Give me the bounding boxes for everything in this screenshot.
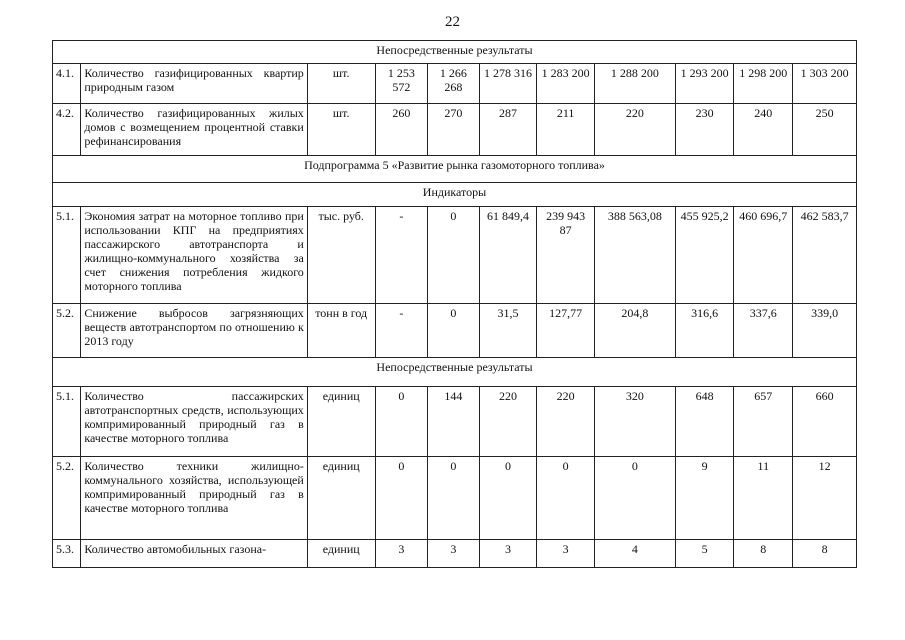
section-row [53, 183, 857, 207]
value-cell: 4 [594, 540, 675, 568]
value-cell: 337,6 [734, 304, 793, 358]
results-table [52, 40, 857, 568]
table-row [53, 304, 857, 358]
value-cell: 3 [428, 540, 480, 568]
value-cell: 240 [734, 104, 793, 156]
value-cell: 1 288 200 [594, 64, 675, 104]
value-cell: 220 [479, 387, 537, 457]
value-cell: 0 [428, 304, 480, 358]
value-cell: 11 [734, 457, 793, 540]
row-name: Снижение выбросов загрязняющих веществ автотранспортом по отношению к 2013 году [81, 304, 308, 358]
value-cell: 0 [594, 457, 675, 540]
row-unit: тонн в год [307, 304, 375, 358]
value-cell: 270 [428, 104, 480, 156]
row-name: Количество автомобильных газона- [81, 540, 308, 568]
table-row [53, 207, 857, 304]
value-cell: 388 563,08 [594, 207, 675, 304]
value-cell: 8 [734, 540, 793, 568]
value-cell: 250 [793, 104, 857, 156]
value-cell: 1 253 572 [375, 64, 428, 104]
value-cell: 320 [594, 387, 675, 457]
row-number: 5.3. [53, 540, 81, 568]
value-cell: 127,77 [537, 304, 595, 358]
value-cell: 3 [537, 540, 595, 568]
value-cell: 0 [375, 387, 428, 457]
value-cell: 144 [428, 387, 480, 457]
row-number: 5.2. [53, 457, 81, 540]
value-cell: 8 [793, 540, 857, 568]
value-cell: - [375, 207, 428, 304]
table-row [53, 540, 857, 568]
page-number: 22 [445, 14, 460, 30]
row-name: Количество газифицированных жилых домов с возмещением процентной ставки рефинансирования [81, 104, 308, 156]
value-cell: 657 [734, 387, 793, 457]
row-number: 5.2. [53, 304, 81, 358]
value-cell: 1 278 316 [479, 64, 537, 104]
value-cell: 3 [479, 540, 537, 568]
row-name: Количество техники жилищно-коммунального хозяйства, использующей компримированный природный газ в качестве моторного топлива [81, 457, 308, 540]
value-cell: 0 [428, 207, 480, 304]
value-cell: 61 849,4 [479, 207, 537, 304]
value-cell: 660 [793, 387, 857, 457]
row-number: 5.1. [53, 207, 81, 304]
value-cell: 0 [375, 457, 428, 540]
value-cell: 0 [537, 457, 595, 540]
value-cell: 0 [428, 457, 480, 540]
value-cell: 648 [675, 387, 734, 457]
value-cell: 211 [537, 104, 595, 156]
row-unit: шт. [307, 64, 375, 104]
section-row [53, 358, 857, 387]
value-cell: 204,8 [594, 304, 675, 358]
row-unit: единиц [307, 457, 375, 540]
row-unit: шт. [307, 104, 375, 156]
section-heading: Непосредственные результаты [53, 41, 857, 64]
value-cell: - [375, 304, 428, 358]
row-number: 4.2. [53, 104, 81, 156]
value-cell: 1 303 200 [793, 64, 857, 104]
value-cell: 455 925,2 [675, 207, 734, 304]
value-cell: 1 283 200 [537, 64, 595, 104]
value-cell: 1 298 200 [734, 64, 793, 104]
value-cell: 31,5 [479, 304, 537, 358]
value-cell: 9 [675, 457, 734, 540]
value-cell: 220 [537, 387, 595, 457]
value-cell: 220 [594, 104, 675, 156]
section-row [53, 156, 857, 183]
row-number: 4.1. [53, 64, 81, 104]
table-row [53, 104, 857, 156]
value-cell: 3 [375, 540, 428, 568]
section-heading: Непосредственные результаты [53, 358, 857, 387]
row-unit: единиц [307, 387, 375, 457]
value-cell: 239 943 87 [537, 207, 595, 304]
table-row [53, 387, 857, 457]
value-cell: 12 [793, 457, 857, 540]
row-name: Количество газифицированных квартир природным газом [81, 64, 308, 104]
value-cell: 462 583,7 [793, 207, 857, 304]
value-cell: 5 [675, 540, 734, 568]
value-cell: 460 696,7 [734, 207, 793, 304]
value-cell: 1 293 200 [675, 64, 734, 104]
row-unit: единиц [307, 540, 375, 568]
section-row [53, 41, 857, 64]
row-name: Количество пассажирских автотранспортных средств, использующих компримированный природный газ в качестве моторного топлива [81, 387, 308, 457]
value-cell: 230 [675, 104, 734, 156]
table-row [53, 64, 857, 104]
value-cell: 260 [375, 104, 428, 156]
subprogram-heading: Подпрограмма 5 «Развитие рынка газомоторного топлива» [53, 156, 857, 183]
value-cell: 287 [479, 104, 537, 156]
value-cell: 1 266 268 [428, 64, 480, 104]
section-heading: Индикаторы [53, 183, 857, 207]
value-cell: 339,0 [793, 304, 857, 358]
table-row [53, 457, 857, 540]
value-cell: 316,6 [675, 304, 734, 358]
value-cell: 0 [479, 457, 537, 540]
row-number: 5.1. [53, 387, 81, 457]
row-name: Экономия затрат на моторное топливо при использовании КПГ на предприятиях пассажирского автотранспорта и жилищно-коммунального хозяйства за счет снижения потребления жидкого моторного топлива [81, 207, 308, 304]
row-unit: тыс. руб. [307, 207, 375, 304]
